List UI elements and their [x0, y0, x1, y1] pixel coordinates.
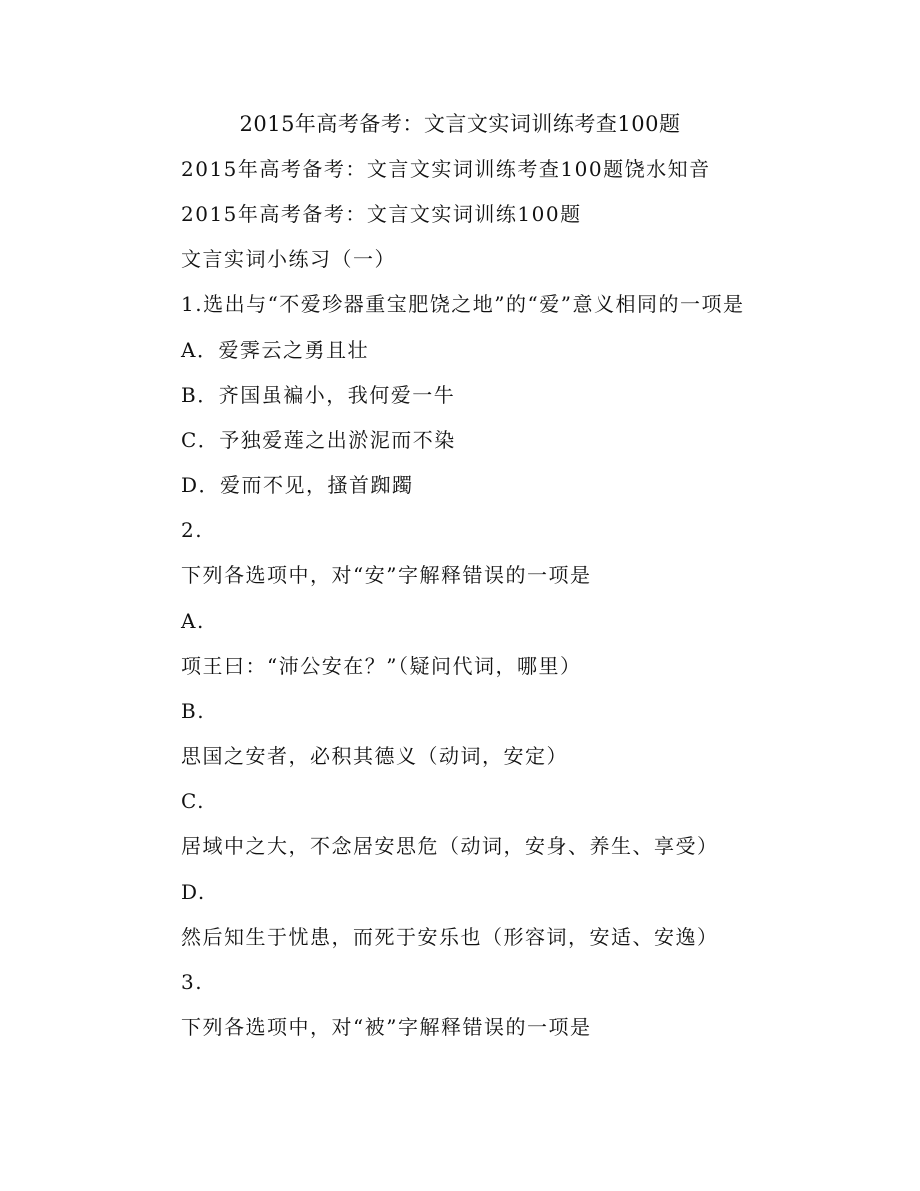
text-line: 2015年高考备考：文言文实词训练100题 [181, 202, 582, 226]
option-a: A．爱霁云之勇且壮 [181, 338, 369, 362]
option-c: C．予独爱莲之出淤泥而不染 [181, 428, 456, 452]
option-a-text: 项王曰：“沛公安在？”（疑问代词，哪里） [181, 654, 582, 678]
question-3: 下列各选项中，对“被”字解释错误的一项是 [181, 1015, 592, 1039]
section-heading: 文言实词小练习（一） [181, 247, 396, 271]
option-c-label: C. [181, 789, 205, 813]
option-b-label: B. [181, 699, 206, 723]
option-d-text: 然后知生于忧患，而死于安乐也（形容词，安适、安逸） [181, 925, 719, 949]
question-1: 1.选出与“不爱珍器重宝肥饶之地”的“爱”意义相同的一项是 [181, 292, 745, 316]
document-title: 2015年高考备考：文言文实词训练考查100题 [239, 112, 681, 136]
option-c-text: 居域中之大，不念居安思危（动词，安身、养生、享受） [181, 834, 719, 858]
option-d-label: D. [181, 880, 206, 904]
question-2-number: 2. [181, 518, 204, 542]
option-b: B．齐国虽褊小，我何爱一牛 [181, 383, 456, 407]
question-3-number: 3. [181, 970, 204, 994]
option-a-label: A. [181, 609, 205, 633]
option-b-text: 思国之安者，必积其德义（动词，安定） [181, 744, 568, 768]
option-d: D．爱而不见，搔首踟躅 [181, 473, 414, 497]
text-line: 2015年高考备考：文言文实词训练考查100题饶水知音 [181, 157, 711, 181]
question-2: 下列各选项中，对“安”字解释错误的一项是 [181, 563, 592, 587]
